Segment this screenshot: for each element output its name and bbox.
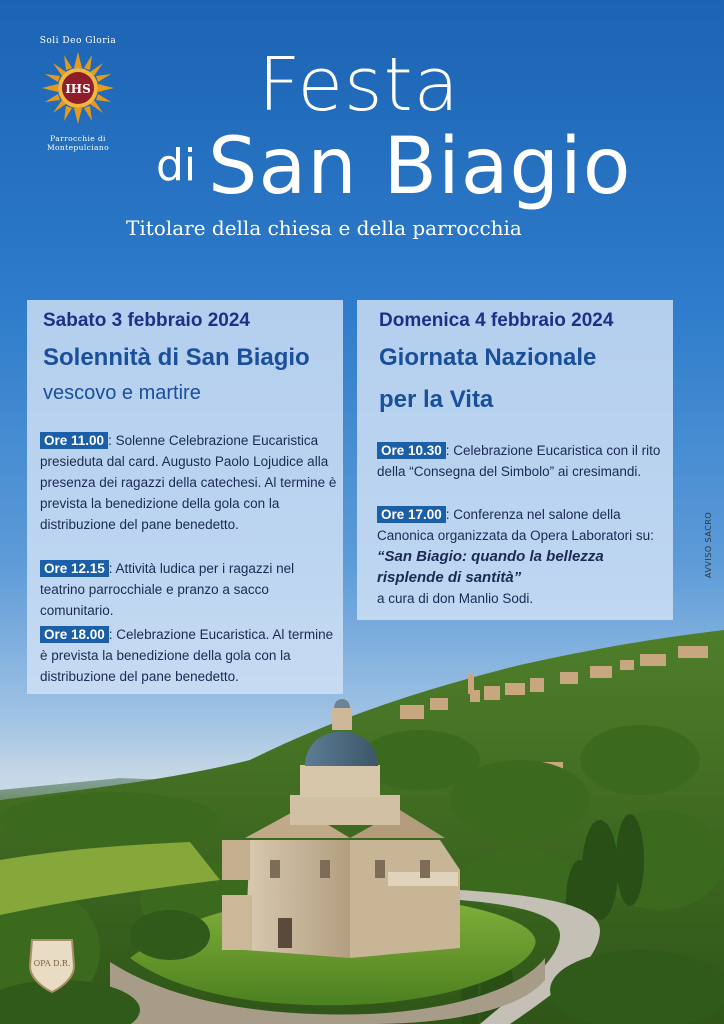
saturday-date: Sabato 3 febbraio 2024 — [43, 310, 250, 331]
sunday-title-line2: per la Vita — [379, 386, 494, 413]
subtitle: Titolare della chiesa e della parrocchia — [126, 216, 522, 240]
event-time: Ore 11.00 — [40, 432, 108, 449]
event-time: Ore 18.00 — [40, 626, 109, 643]
saturday-title: Solennità di San Biagio — [43, 344, 310, 371]
event-time: Ore 10.30 — [377, 442, 446, 459]
event-text: : Attività ludica per i ragazzi nel teatrino parrocchiale e pranzo a sacco comunitario. — [40, 561, 295, 618]
saturday-subtitle: vescovo e martire — [43, 382, 201, 404]
saturday-card — [27, 300, 343, 694]
title-saint-name: San Biagio — [208, 122, 632, 212]
event-block — [377, 440, 667, 482]
event-time: Ore 12.15 — [40, 560, 109, 577]
conference-speaker: a cura di don Manlio Sodi. — [377, 591, 534, 606]
event-text: : Celebrazione Eucaristica. Al termine è prevista la benedizione della gola con la distribuzione del pane benedetto. — [40, 627, 334, 684]
sunday-title-line1: Giornata Nazionale — [379, 344, 597, 371]
logo-bottom-text: Parrocchie di Montepulciano — [46, 134, 110, 152]
event-text: : Celebrazione Eucaristica con il rito della “Consegna del Simbolo” ai cresimandi. — [377, 443, 661, 479]
event-block — [40, 558, 340, 621]
event-block — [377, 504, 677, 609]
sun-monogram-icon — [22, 36, 134, 148]
side-label: AVVISO SACRO — [704, 511, 713, 578]
event-time: Ore 17.00 — [377, 506, 446, 523]
seal-emblem — [26, 936, 78, 994]
event-text: : Conferenza nel salone della Canonica organizzata da Opera Laboratori su: — [377, 507, 654, 543]
conference-title-line1: “San Biagio: quando la bellezza — [377, 548, 604, 565]
parish-logo — [22, 36, 134, 152]
event-block — [40, 430, 340, 535]
sunday-card — [357, 300, 673, 620]
svg-text:IHS: IHS — [65, 82, 91, 96]
conference-title-line2: risplende di santità” — [377, 569, 522, 586]
svg-text:OPA D.R.: OPA D.R. — [33, 959, 71, 968]
title-festa: Festa — [258, 42, 460, 128]
event-block — [40, 624, 340, 687]
event-text: : Solenne Celebrazione Eucaristica presieduta dal card. Augusto Paolo Lojudice alla presenza dei ragazzi della catechesi. Al termine è prevista la benedizione della gola con la distribuzione del pane benedetto. — [40, 433, 337, 532]
sunday-date: Domenica 4 febbraio 2024 — [379, 310, 614, 331]
title-di: di — [156, 140, 197, 191]
logo-top-text: Soli Deo Gloria — [39, 36, 117, 46]
